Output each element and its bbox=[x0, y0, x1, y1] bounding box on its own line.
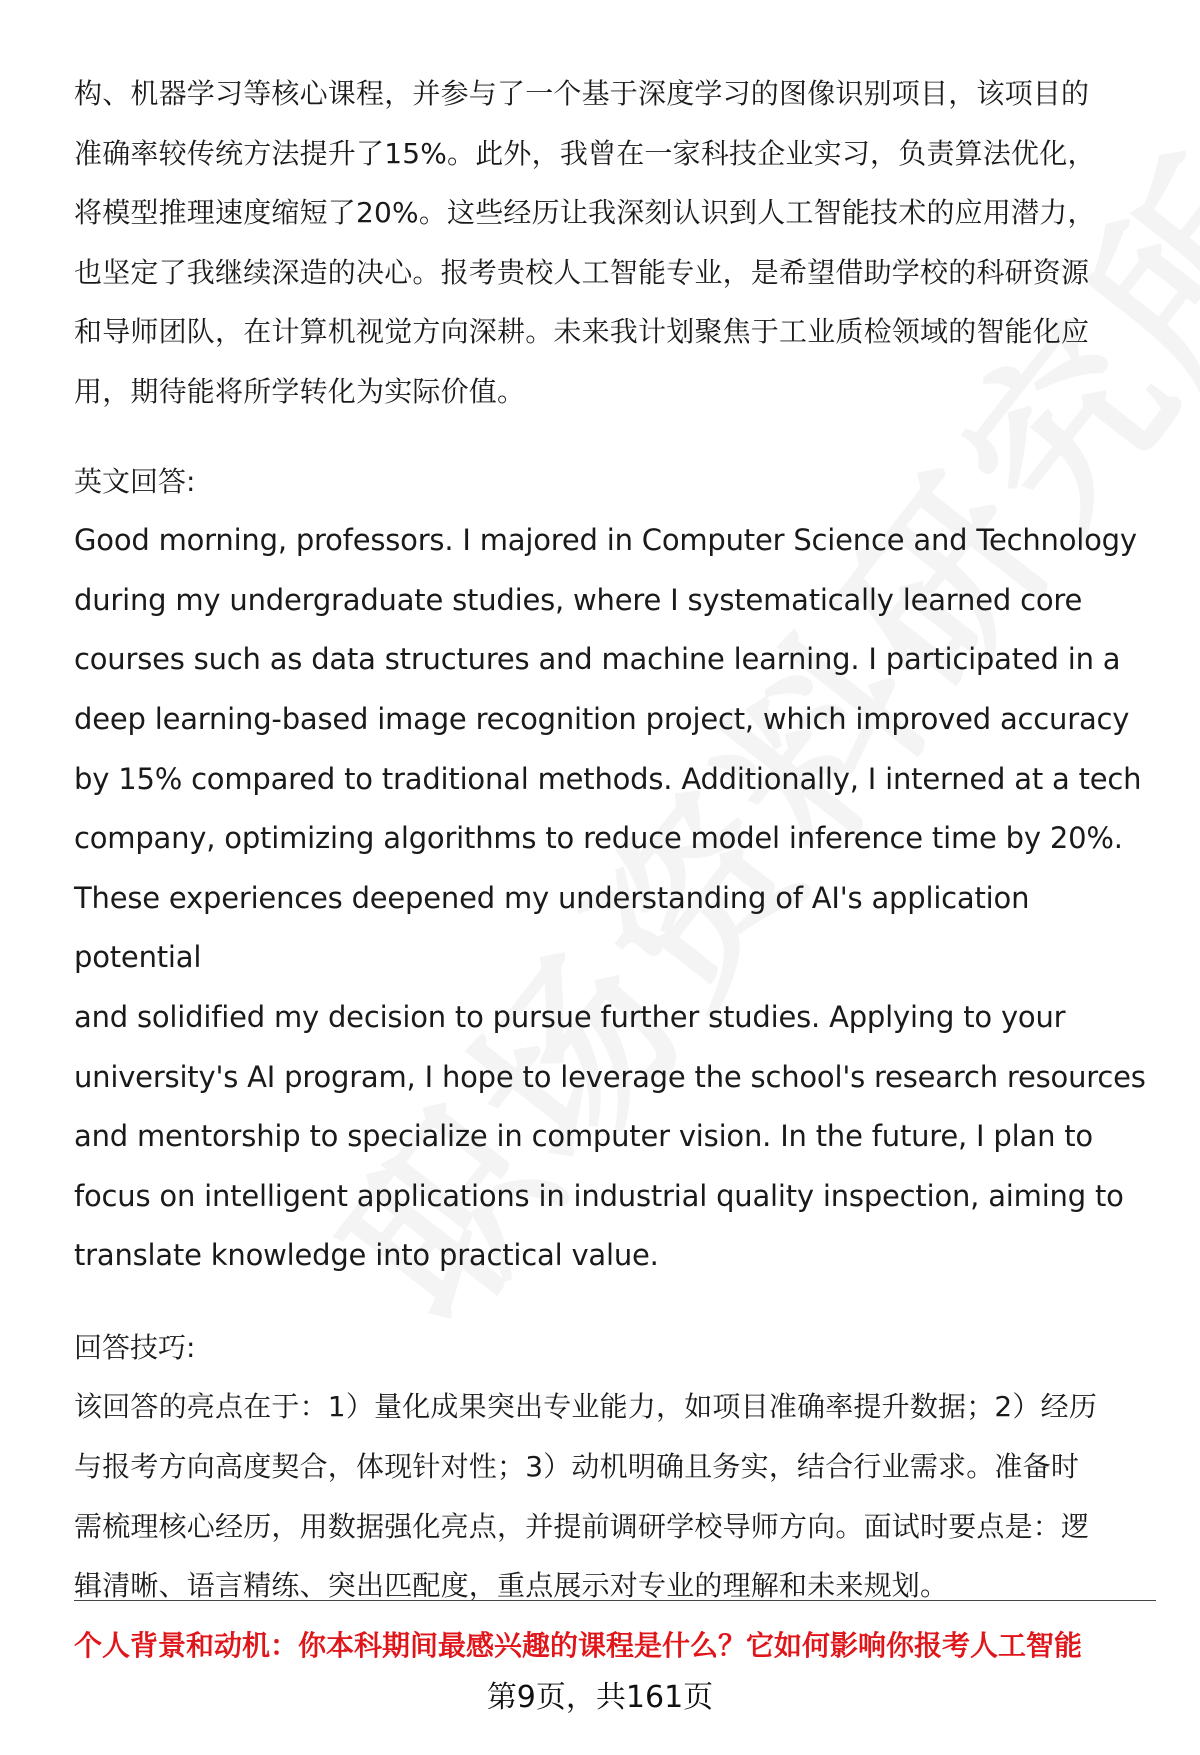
section-divider bbox=[74, 1600, 1156, 1601]
chinese-answer-line: 也坚定了我继续深造的决心。报考贵校人工智能专业，是希望借助学校的科研资源 bbox=[74, 255, 1090, 289]
english-answer-line: These experiences deepened my understanding of AI's application potential bbox=[74, 880, 1030, 975]
english-answer-heading: 英文回答: bbox=[74, 464, 196, 498]
english-answer-section bbox=[74, 452, 1164, 1286]
tips-line: 与报考方向高度契合，体现针对性；3）动机明确且务实，结合行业需求。准备时 bbox=[74, 1450, 1080, 1484]
next-question-title: 个人背景和动机：你本科期间最感兴趣的课程是什么？它如何影响你报考人工智能 bbox=[74, 1629, 1083, 1662]
chinese-answer-line: 用，期待能将所学转化为实际价值。 bbox=[74, 374, 526, 408]
english-answer-line: during my undergraduate studies, where I systematically learned core bbox=[74, 582, 1083, 617]
english-answer-line: by 15% compared to traditional methods. Additionally, I interned at a tech bbox=[74, 761, 1142, 796]
english-answer-line: company, optimizing algorithms to reduce model inference time by 20%. bbox=[74, 821, 1123, 856]
chinese-answer-line: 准确率较传统方法提升了15%。此外，我曾在一家科技企业实习，负责算法优化， bbox=[74, 136, 1096, 170]
tips-line: 需梳理核心经历，用数据强化亮点，并提前调研学校导师方向。面试时要点是：逻 bbox=[74, 1509, 1090, 1543]
english-answer-line: translate knowledge into practical value. bbox=[74, 1238, 659, 1273]
chinese-answer-line: 将模型推理速度缩短了20%。这些经历让我深刻认识到人工智能技术的应用潜力， bbox=[74, 196, 1096, 230]
page-number-footer: 第9页，共161页 bbox=[486, 1680, 714, 1715]
english-answer-line: deep learning-based image recognition project, which improved accuracy bbox=[74, 701, 1130, 736]
english-answer-line: courses such as data structures and machine learning. I participated in a bbox=[74, 642, 1121, 677]
english-answer-line: and mentorship to specialize in computer vision. In the future, I plan to bbox=[74, 1119, 1093, 1154]
english-answer-line: university's AI program, I hope to leverage the school's research resources bbox=[74, 1059, 1146, 1094]
tips-line: 该回答的亮点在于：1）量化成果突出专业能力，如项目准确率提升数据；2）经历 bbox=[74, 1390, 1098, 1424]
chinese-answer-section bbox=[74, 64, 1164, 422]
tips-section bbox=[74, 1318, 1164, 1616]
chinese-answer-line: 构、机器学习等核心课程，并参与了一个基于深度学习的图像识别项目，该项目的 bbox=[74, 77, 1090, 110]
tips-heading: 回答技巧: bbox=[74, 1330, 196, 1364]
page-content bbox=[74, 64, 1164, 1616]
english-answer-line: Good morning, professors. I majored in Computer Science and Technology bbox=[74, 523, 1137, 558]
english-answer-line: focus on intelligent applications in industrial quality inspection, aiming to bbox=[74, 1178, 1124, 1213]
english-answer-line: and solidified my decision to pursue further studies. Applying to your bbox=[74, 999, 1066, 1034]
tips-line: 辑清晰、语言精练、突出匹配度，重点展示对专业的理解和未来规划。 bbox=[74, 1569, 949, 1603]
chinese-answer-line: 和导师团队，在计算机视觉方向深耕。未来我计划聚焦于工业质检领域的智能化应 bbox=[74, 315, 1090, 349]
